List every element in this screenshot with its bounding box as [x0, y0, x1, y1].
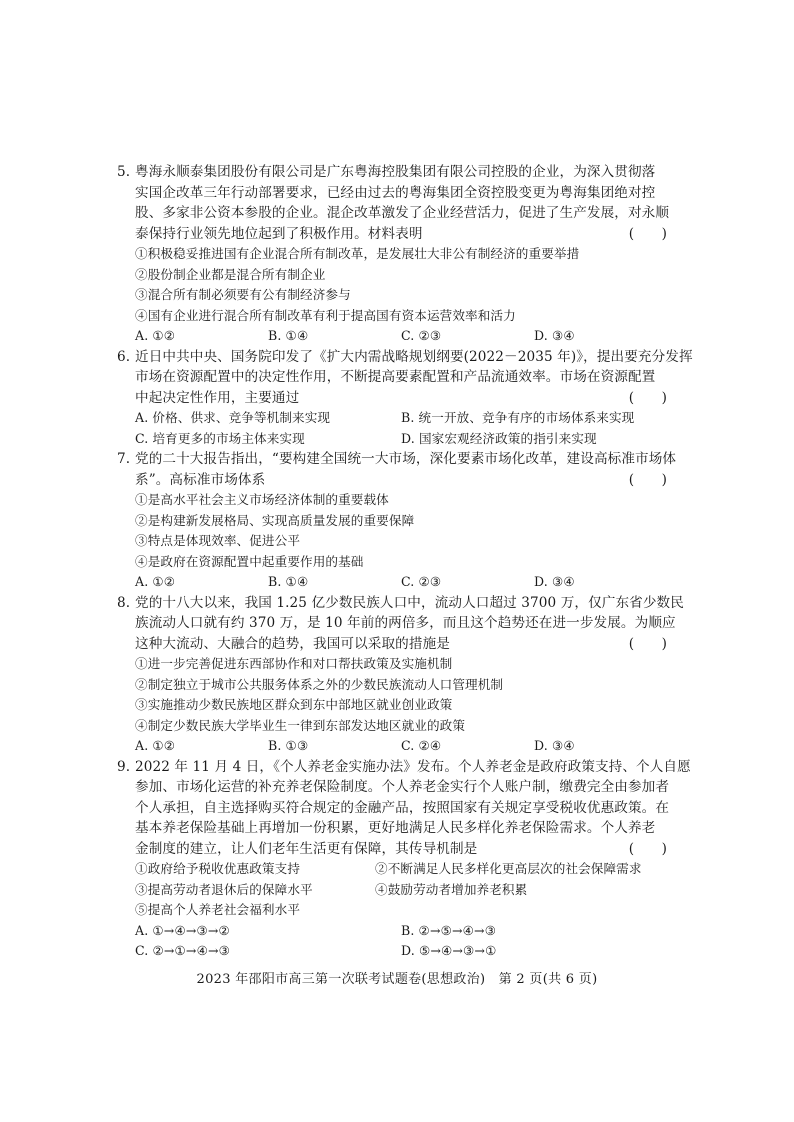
question-8 — [117, 593, 684, 757]
choice-b: B. 统一开放、竞争有序的市场体系来实现 — [401, 410, 635, 425]
choice-a: A. ①② — [135, 328, 176, 343]
question-stem-line: 股、多家非公资本参股的企业。混企改革激发了企业经营活力，促进了生产发展，对永顺 — [135, 205, 670, 221]
question-number: 5. — [117, 164, 131, 180]
statement-1: ①是高水平社会主义市场经济体制的重要载体 — [135, 492, 389, 507]
question-number: 6. — [117, 348, 131, 365]
question-stem-line: 系”。高标准市场体系 ( ) — [117, 470, 677, 491]
choices-row — [117, 408, 677, 429]
question-stem-line: 9. 2022 年 11 月 4 日，《个人养老金实施办法》发布。个人养老金是政府政策支持、个人自愿 — [117, 757, 677, 778]
question-stem-line: 实国企改革三年行动部署要求，已经由过去的粤海集团全资控股变更为粤海集团绝对控 — [135, 184, 656, 201]
choice-d: D. ③④ — [534, 738, 575, 753]
statement-1: ①积极稳妥推进国有企业混合所有制改革，是发展壮大非公有制经济的重要举措 — [135, 246, 580, 261]
statement-4: ④鼓励劳动者增加养老积累 — [375, 881, 528, 897]
choice-d: D. ⑤→④→③→① — [401, 943, 497, 958]
question-stem-line: 族流动人口就有约 370 万，是 10 年前的两倍多，而且这个趋势还在进一步发展。为顺应 — [135, 615, 676, 631]
question-number: 9. — [117, 758, 131, 775]
choice-c: C. ②③ — [401, 574, 442, 589]
choice-b: B. ①③ — [268, 738, 309, 753]
question-stem-line: 金制度的建立，让人们老年生活更有保障，其传导机制是 ( ) — [117, 839, 677, 860]
choice-d: D. 国家宏观经济政策的指引来实现 — [401, 430, 597, 446]
choice-a: A. 价格、供求、竞争等机制来实现 — [135, 410, 331, 425]
question-stem-line: 个人承担，自主选择购买符合规定的金融产品，按照国家有关规定享受税收优惠政策。在 — [135, 799, 670, 816]
statement-2: ②不断满足人民多样化更高层次的社会保障需求 — [375, 861, 642, 876]
statement-3: ③提高劳动者退休后的保障水平 — [135, 881, 313, 897]
choice-c: C. 培育更多的市场主体来实现 — [135, 430, 305, 446]
statement-3: ③混合所有制必须要有公有制经济参与 — [135, 287, 351, 302]
question-stem-line: 泰保持行业领先地位起到了积极作用。材料表明 ( ) — [117, 224, 677, 245]
question-9 — [117, 757, 691, 962]
statement-4: ④国有企业进行混合所有制改革有利于提高国有资本运营效率和活力 — [135, 307, 516, 323]
choices-row — [117, 921, 677, 942]
question-stem-line: 6. 近日中共中央、国务院印发了《扩大内需战略规划纲要(2022－2035 年)》，提出要充分发挥 — [117, 347, 677, 368]
page-footer: 2023 年邵阳市高三第一次联考试题卷(思想政治) 第 2 页(共 6 页) — [196, 972, 598, 987]
choice-c: C. ②→①→④→③ — [135, 943, 231, 958]
question-stem-line: 8. 党的十八大以来，我国 1.25 亿少数民族人口中，流动人口超过 3700 万，仅广东省少数民 — [117, 593, 677, 614]
question-5 — [117, 162, 677, 347]
answer-blank: ( ) — [628, 389, 667, 406]
statement-1: ①进一步完善促进东西部协作和对口帮扶政策及实施机制 — [135, 656, 453, 671]
question-stem-line: 7. 党的二十大报告指出，“要构建全国统一大市场，深化要素市场化改革，建设高标准市场体 — [117, 449, 677, 470]
statement-3: ③实施推动少数民族地区群众到东中部地区就业创业政策 — [135, 697, 453, 712]
choice-b: B. ①④ — [268, 328, 309, 343]
choice-c: C. ②④ — [401, 738, 442, 753]
question-number: 8. — [117, 594, 131, 611]
statement-4: ④制定少数民族大学毕业生一律到东部发达地区就业的政策 — [135, 717, 466, 733]
choice-c: C. ②③ — [401, 328, 442, 343]
choices-row — [117, 572, 677, 593]
question-7 — [117, 449, 677, 593]
choices-row — [117, 326, 677, 347]
question-stem-line: 中起决定性作用，主要通过 ( ) — [117, 388, 677, 409]
statements-row — [117, 859, 677, 880]
question-stem-line: 市场在资源配置中的决定性作用，不断提高要素配置和产品流通效率。市场在资源配置 — [135, 369, 656, 385]
question-number: 7. — [117, 451, 131, 467]
choice-a: A. ①② — [135, 574, 176, 589]
choices-row — [117, 941, 677, 962]
question-stem-line: 5. 粤海永顺泰集团股份有限公司是广东粤海控股集团有限公司控股的企业，为深入贯彻落 — [117, 162, 677, 183]
question-stem-line: 基本养老保险基础上再增加一份积累，更好地满足人民多样化养老保险需求。个人养老 — [135, 820, 656, 836]
choice-a: A. ①→④→③→② — [135, 922, 230, 938]
statement-2: ②股份制企业都是混合所有制企业 — [135, 266, 326, 282]
choice-d: D. ③④ — [534, 574, 575, 589]
statement-2: ②制定独立于城市公共服务体系之外的少数民族流动人口管理机制 — [135, 676, 504, 692]
choices-row — [117, 736, 677, 757]
choice-a: A. ①② — [135, 738, 176, 753]
question-6 — [117, 347, 693, 450]
answer-blank: ( ) — [628, 840, 667, 857]
statement-5: ⑤提高个人养老社会福利水平 — [135, 902, 301, 917]
answer-blank: ( ) — [628, 635, 667, 652]
statement-4: ④是政府在资源配置中起重要作用的基础 — [135, 553, 364, 569]
question-stem-line: 这种大流动、大融合的趋势，我国可以采取的措施是 ( ) — [117, 634, 677, 655]
answer-blank: ( ) — [628, 225, 667, 242]
statements-row — [117, 880, 677, 901]
choices-row — [117, 429, 677, 450]
statement-1: ①政府给予税收优惠政策支持 — [135, 861, 301, 876]
choice-b: B. ①④ — [268, 574, 309, 589]
answer-blank: ( ) — [628, 471, 667, 488]
question-stem-line: 参加、市场化运营的补充养老保险制度。个人养老金实行个人账户制，缴费完全由参加者 — [135, 779, 670, 795]
statement-2: ②是构建新发展格局、实现高质量发展的重要保障 — [135, 512, 415, 528]
statement-3: ③特点是体现效率、促进公平 — [135, 533, 301, 548]
choice-b: B. ②→⑤→④→③ — [401, 922, 497, 938]
choice-d: D. ③④ — [534, 328, 575, 343]
